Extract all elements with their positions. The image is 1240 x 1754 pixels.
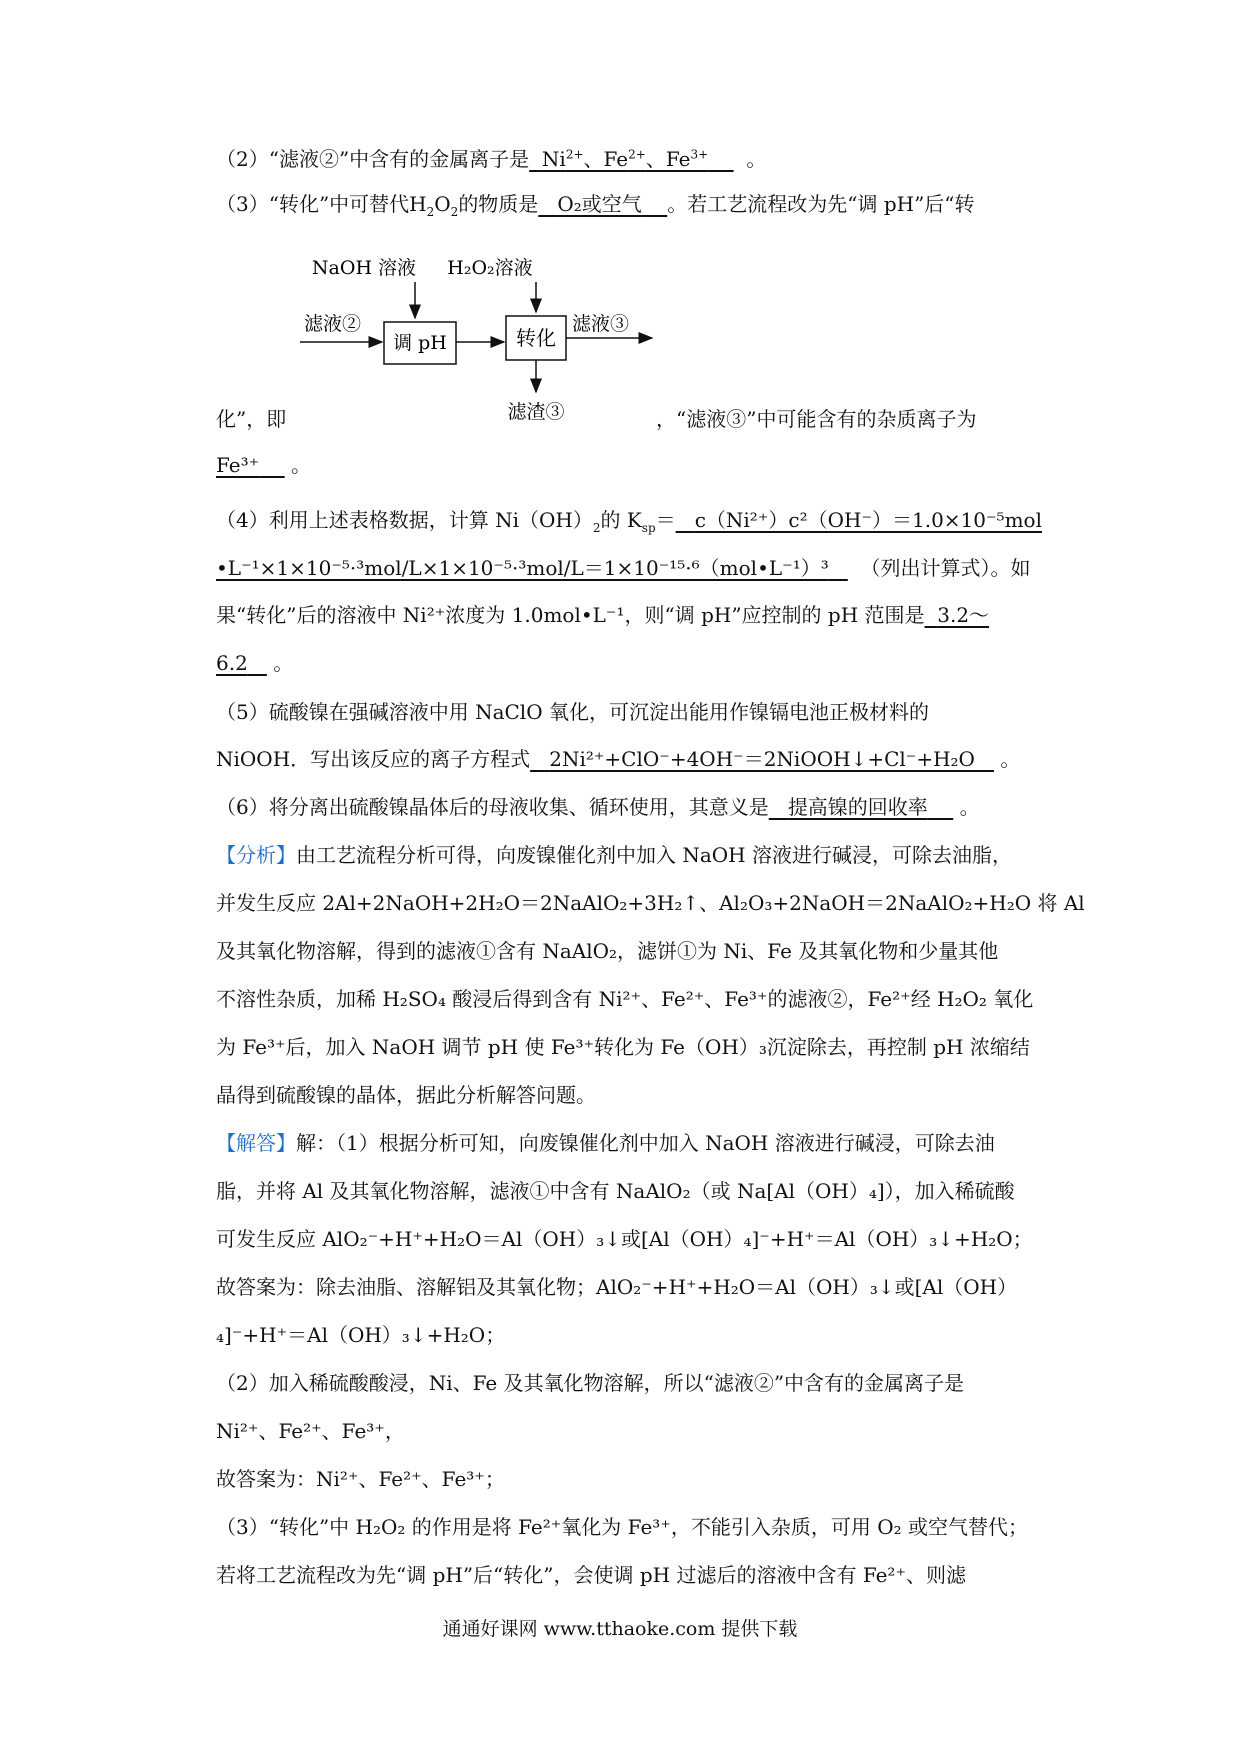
solution-line-8: 故答案为：Ni²⁺、Fe²⁺、Fe³⁺； bbox=[216, 1467, 505, 1491]
q2-answer: $Ni^{2+}$、$Fe^{2+}$、$Fe^{3+}$ bbox=[541, 147, 709, 171]
solution-line-9: （3）“转化”中 H₂O₂ 的作用是将 Fe²⁺氧化为 Fe³⁺，不能引入杂质，可用 O₂ 或空气替代； bbox=[216, 1515, 1028, 1539]
solution-line-4: 故答案为：除去油脂、溶解铝及其氧化物；AlO₂⁻+H⁺+H₂O＝Al（OH）₃↓或[Al（OH） bbox=[216, 1275, 1018, 1299]
q6-line: （6）将分离出硫酸镍晶体后的母液收集、循环使用，其意义是 提高镍的回收率 。 bbox=[216, 795, 980, 819]
q5-equation-answer: 2Ni²⁺+ClO⁻+4OH⁻＝2NiOOH↓+Cl⁻+H₂O bbox=[549, 747, 975, 771]
analysis-tag: 【分析】 bbox=[216, 843, 296, 867]
analysis-line-3: 及其氧化物溶解，得到的滤液①含有 NaAlO₂，滤饼①为 Ni、Fe 及其氧化物和少量其他 bbox=[216, 939, 999, 963]
solution-line-1: 【解答】解：（1）根据分析可知，向废镍催化剂中加入 NaOH 溶液进行碱浸，可除去油 bbox=[216, 1131, 995, 1155]
analysis-line-6: 晶得到硫酸镍的晶体，据此分析解答问题。 bbox=[216, 1083, 596, 1107]
q4-line-2: •L⁻¹×1×10⁻⁵·³mol/L×1×10⁻⁵·³mol/L＝1×10⁻¹⁵·⁶（mol•L⁻¹）³ （列出计算式）。如 bbox=[216, 556, 1031, 580]
flow-residue-label: 滤渣③ bbox=[507, 401, 565, 423]
page-footer: 通通好课网 www.tthaoke.com 提供下载 bbox=[442, 1618, 798, 1640]
q6-answer: 提高镍的回收率 bbox=[787, 795, 928, 819]
flow-output-label: 滤液③ bbox=[572, 313, 630, 335]
solution-line-5: ₄]⁻+H⁺＝Al（OH）₃↓+H₂O； bbox=[216, 1323, 506, 1347]
q4-ph-answer: 3.2～ bbox=[937, 603, 990, 627]
solution-line-7: Ni²⁺、Fe²⁺、Fe³⁺， bbox=[216, 1419, 405, 1443]
q3-answer-line: Fe³⁺ 。 bbox=[216, 453, 311, 477]
solution-line-6: （2）加入稀硫酸酸浸，Ni、Fe 及其氧化物溶解，所以“滤液②”中含有的金属离子是 bbox=[216, 1371, 965, 1395]
q5-line-2: NiOOH．写出该反应的离子方程式 2Ni²⁺+ClO⁻+4OH⁻＝2NiOOH↓+Cl⁻+H₂O 。 bbox=[216, 747, 1021, 771]
analysis-line-2: 并发生反应 2Al+2NaOH+2H₂O＝2NaAlO₂+3H₂↑、Al₂O₃+2NaOH＝2NaAlO₂+H₂O 将 Al bbox=[216, 891, 1085, 915]
q5-line: （5）硫酸镍在强碱溶液中用 NaClO 氧化，可沉淀出能用作镍镉电池正极材料的 bbox=[216, 700, 929, 724]
analysis-line-4: 不溶性杂质，加稀 H₂SO₄ 酸浸后得到含有 Ni²⁺、Fe²⁺、Fe³⁺的滤液②，Fe²⁺经 H₂O₂ 氧化 bbox=[216, 987, 1034, 1011]
flow-naoh-label: NaOH 溶液 bbox=[311, 257, 417, 279]
q4-line-4: 6.2 。 bbox=[216, 651, 294, 675]
flow-input-label: 滤液② bbox=[304, 313, 362, 335]
q4-ksp-answer: c（Ni²⁺）c²（OH⁻）＝1.0×10⁻⁵mol bbox=[694, 508, 1042, 532]
q4-ph-answer-cont: 6.2 bbox=[216, 651, 248, 675]
q2-line: （2）“滤液②”中含有的金属离子是 $Ni^{2+}$、$Fe^{2+}$、$Fe^{3+}$ 。 bbox=[216, 147, 767, 171]
q3-line-2: 化”，即 ，“滤液③”中可能含有的杂质离子为 bbox=[216, 407, 977, 431]
q4-line-3: 果“转化”后的溶液中 Ni²⁺浓度为 1.0mol•L⁻¹，则“调 pH”应控制的 pH 范围是 3.2～ bbox=[216, 603, 990, 627]
q4-ksp-answer-cont: •L⁻¹×1×10⁻⁵·³mol/L×1×10⁻⁵·³mol/L＝1×10⁻¹⁵·⁶（mol•L⁻¹）³ bbox=[216, 556, 829, 580]
q3-impurity-answer: Fe³⁺ bbox=[216, 453, 260, 477]
q3-answer: O₂或空气 bbox=[557, 192, 642, 216]
flow-box-adjust-ph-label: 调 pH bbox=[393, 332, 447, 354]
q3-line: （3）“转化”中可替代$H_2O_2$的物质是 O₂或空气 。若工艺流程改为先“调 pH”后“转 bbox=[216, 192, 975, 219]
analysis-line-5: 为 Fe³⁺后，加入 NaOH 调节 pH 使 Fe³⁺转化为 Fe（OH）₃沉淀除去，再控制 pH 浓缩结 bbox=[216, 1035, 1030, 1059]
solution-tag: 【解答】 bbox=[216, 1131, 296, 1155]
q4-line: （4）利用上述表格数据，计算 $Ni(OH)_2$的 $K_{sp}=$ c（Ni²⁺）c²（OH⁻）＝1.0×10⁻⁵mol bbox=[216, 508, 1042, 535]
solution-line-3: 可发生反应 AlO₂⁻+H⁺+H₂O＝Al（OH）₃↓或[Al（OH）₄]⁻+H⁺＝Al（OH）₃↓+H₂O； bbox=[216, 1227, 1033, 1251]
analysis-line-1: 【分析】由工艺流程分析可得，向废镍催化剂中加入 NaOH 溶液进行碱浸，可除去油脂， bbox=[216, 843, 1012, 867]
solution-line-10: 若将工艺流程改为先“调 pH”后“转化”，会使调 pH 过滤后的溶液中含有 Fe²⁺、则滤 bbox=[216, 1563, 967, 1587]
flow-box-convert-label: 转化 bbox=[516, 326, 556, 350]
solution-line-2: 脂，并将 Al 及其氧化物溶解，滤液①中含有 NaAlO₂（或 Na[Al（OH）₄]），加入稀硫酸 bbox=[216, 1179, 1015, 1203]
flow-h2o2-label: H₂O₂溶液 bbox=[447, 257, 533, 279]
